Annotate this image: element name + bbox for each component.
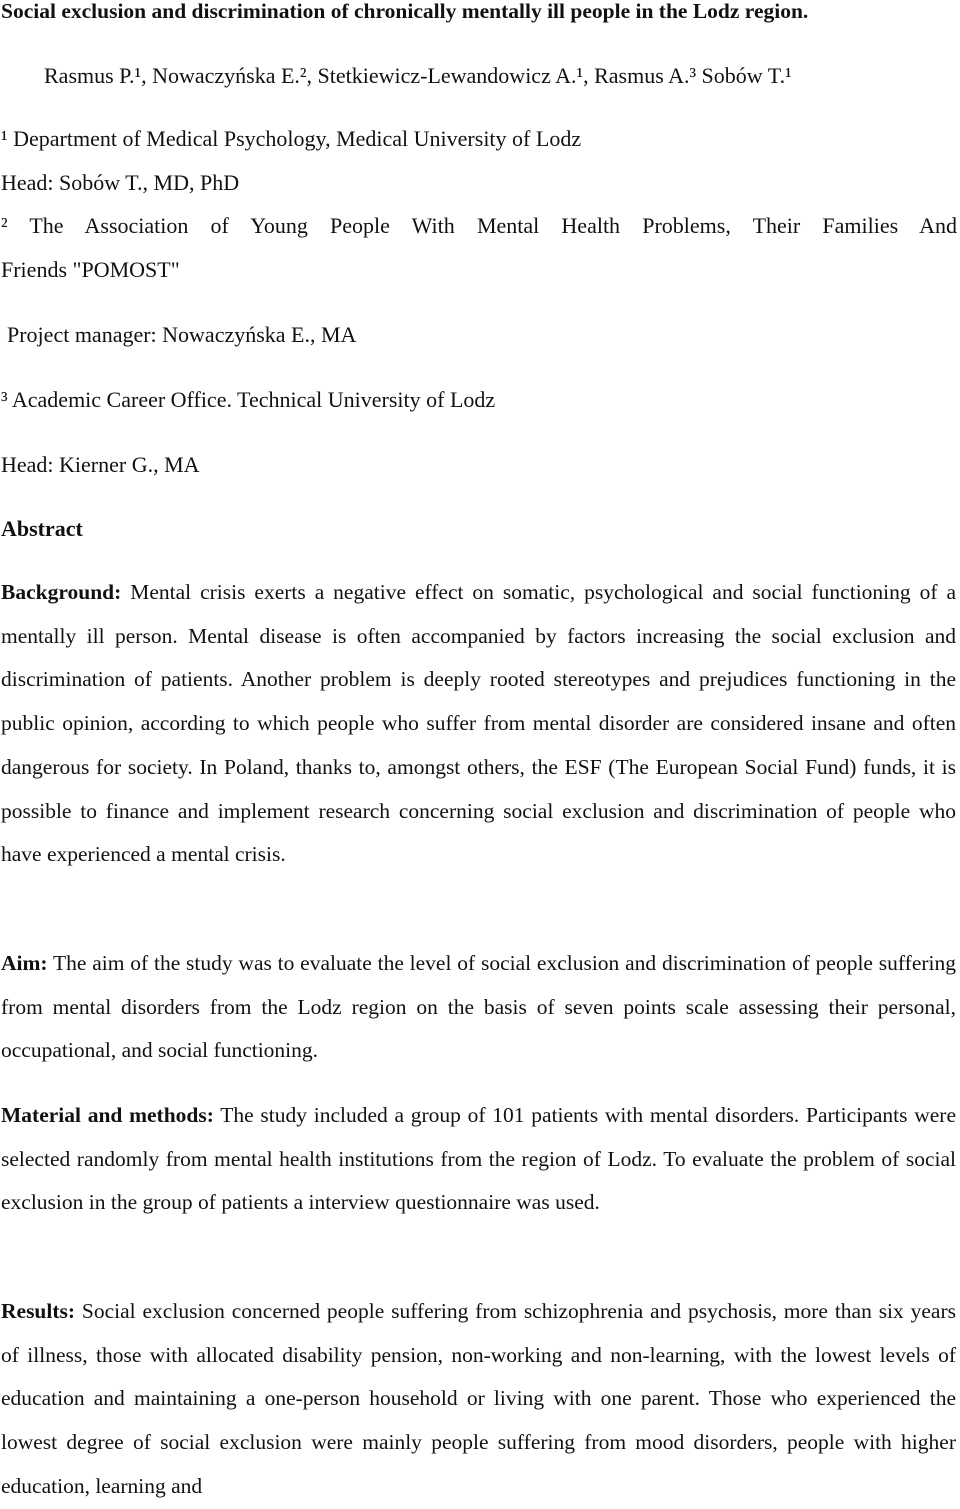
- affiliation-3-head: Head: Kierner G., MA: [1, 452, 200, 477]
- aim-label: Aim:: [1, 951, 48, 975]
- methods-label: Material and methods:: [1, 1103, 214, 1127]
- aim-text: The aim of the study was to evaluate the level of social exclusion and discrimination of people suffering from mental disorders from the Lodz region on the basis of seven points scale assessing their personal, occupational, and social functioning.: [1, 951, 956, 1063]
- project-manager: Project manager: Nowaczyńska E., MA: [7, 322, 357, 347]
- background-label: Background:: [1, 580, 122, 604]
- paper-title: Social exclusion and discrimination of chronically mentally ill people in the Lodz region.: [1, 0, 809, 23]
- affiliation-1-head: Head: Sobów T., MD, PhD: [1, 170, 240, 195]
- abstract-background-paragraph: [1, 571, 956, 877]
- results-text: Social exclusion concerned people suffering from schizophrenia and psychosis, more than six years of illness, those with allocated disability pension, non-working and non-learning, with the lowest levels of education and maintaining a one-person household or living with one parent. Those who experienced the lowest degree of social exclusion were mainly people suffering from mood disorders, people with higher education, learning and: [1, 1299, 956, 1498]
- methods-text: The study included a group of 101 patients with mental disorders. Participants were selected randomly from mental health institutions from the region of Lodz. To evaluate the problem of social exclusion in the group of patients a interview questionnaire was used.: [1, 1103, 956, 1215]
- background-text: Mental crisis exerts a negative effect on somatic, psychological and social functioning of a mentally ill person. Mental disease is often accompanied by factors increasing the social exclusion and discrimination of patients. Another problem is deeply rooted stereotypes and prejudices functioning in the public opinion, according to which people who suffer from mental disorder are considered insane and often dangerous for society. In Poland, thanks to, amongst others, the ESF (The European Social Fund) funds, it is possible to finance and implement research concerning social exclusion and discrimination of people who have experienced a mental crisis.: [1, 580, 956, 867]
- results-label: Results:: [1, 1299, 76, 1323]
- abstract-methods-paragraph: [1, 1094, 956, 1225]
- abstract-aim-paragraph: [1, 942, 956, 1073]
- affiliation-3: ³ Academic Career Office. Technical University of Lodz: [1, 387, 496, 412]
- affiliation-2: ² The Association of Young People With Mental Health Problems, Their Families And: [1, 213, 957, 238]
- abstract-heading: Abstract: [1, 516, 83, 541]
- author-list: Rasmus P.¹, Nowaczyńska E.², Stetkiewicz-Lewandowicz A.¹, Rasmus A.³ Sobów T.¹: [44, 63, 792, 88]
- abstract-results-paragraph: [1, 1290, 956, 1509]
- affiliation-1: ¹ Department of Medical Psychology, Medical University of Lodz: [1, 126, 582, 151]
- affiliation-2-continued: Friends "POMOST": [1, 257, 180, 282]
